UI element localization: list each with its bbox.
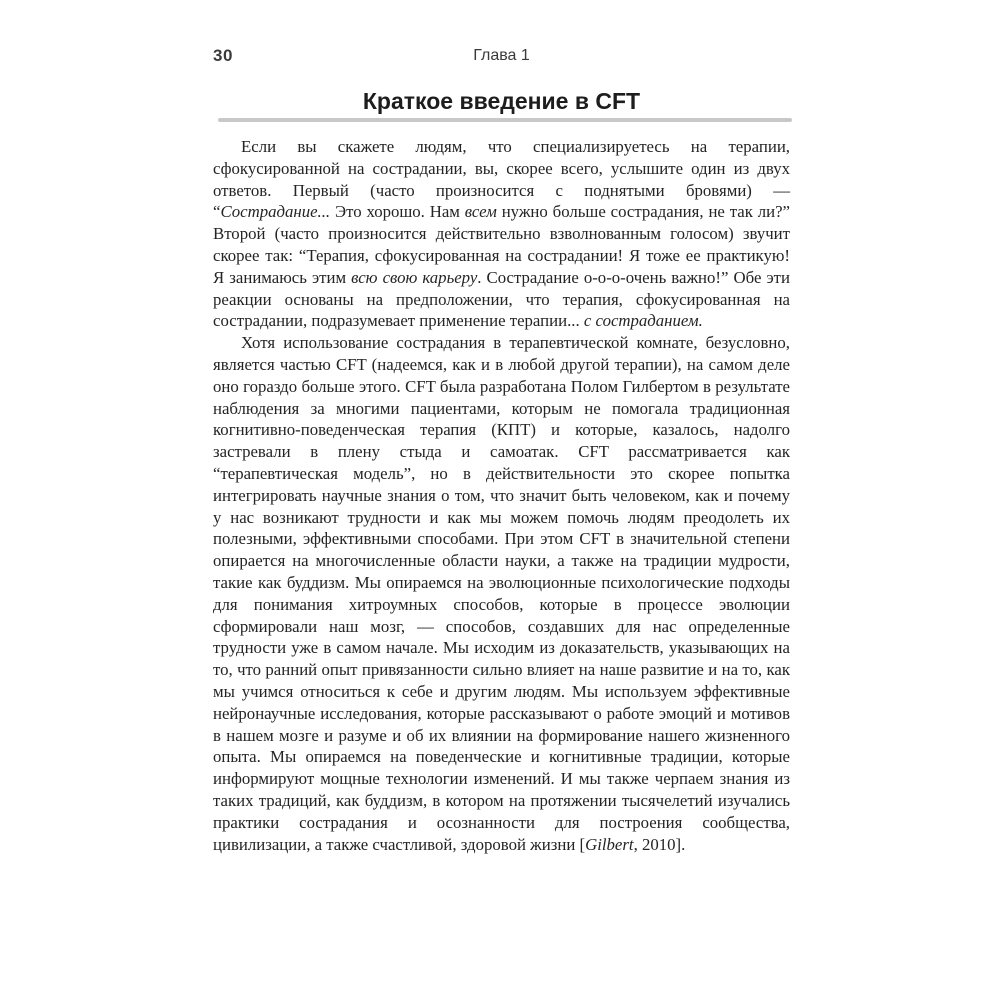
section-title: Краткое введение в CFT [362,88,641,114]
paragraph-1: Если вы скажете людям, что специализируетесь на терапии, сфокусированной на сострадании, вы, скорее всего, услышите один из двух ответов. Первый (часто произносится с поднятыми бровями) — “Сострадание... Это хорошо. Нам всем нужно больше сострадания, не так ли?” Второй (часто произносится действительно взволнованным голосом) звучит скорее так: “Терапия, сфокусированная на сострадании! Я тоже ее практикую! Я занимаюсь этим всю свою карьеру. Сострадание о-о-о-очень важно!” Обе эти реакции основаны на предположении, что терапия, сфокусированная на сострадании, подразумевает применение терапии... с состраданием. [213,137,790,331]
title-divider [218,118,792,122]
running-head [213,46,790,68]
body-text [213,136,790,855]
page-number: 30 [213,46,233,65]
paragraph-2: Хотя использование сострадания в терапевтической комнате, безусловно, является частью CFT (надеемся, как и в любой другой терапии), на самом деле оно гораздо больше этого. CFT была разработана Полом Гилбертом в результате наблюдения за многими пациентами, которым не помогала традиционная когнитивно-поведенческая терапия (КПТ) и которые, казалось, надолго застревали в плену стыда и самоатак. CFT рассматривается как “терапевтическая модель”, но в действительности это скорее попытка интегрировать научные знания о том, что значит быть человеком, как и почему у нас возникают трудности и как мы можем помочь людям преодолеть их полезными, эффективными способами. При этом CFT в значительной степени опирается на многочисленные области науки, а также на традиции мудрости, такие как буддизм. Мы опираемся на эволюционные психологические подходы для понимания хитроумных способов, которые в процессе эволюции сформировали наш мозг, — способов, создавших для нас определенные трудности уже в самом начале. Мы исходим из доказательств, указывающих на то, что ранний опыт привязанности сильно влияет на наше развитие и на то, как мы учимся относиться к себе и другим людям. Мы используем эффективные нейронаучные исследования, которые рассказывают о работе эмоций и мотивов в нашем мозге и разуме и об их влиянии на формирование нашего жизненного опыта. Мы опираемся на поведенческие и когнитивные традиции, которые информируют мощные технологии изменений. И мы также черпаем знания из таких традиций, как буддизм, в котором на протяжении тысячелетий изучались практики сострадания и осознанности для построения сообщества, цивилизации, а также счастливой, здоровой жизни [Gilbert, 2010]. [213,333,790,854]
chapter-label: Глава 1 [473,47,530,64]
